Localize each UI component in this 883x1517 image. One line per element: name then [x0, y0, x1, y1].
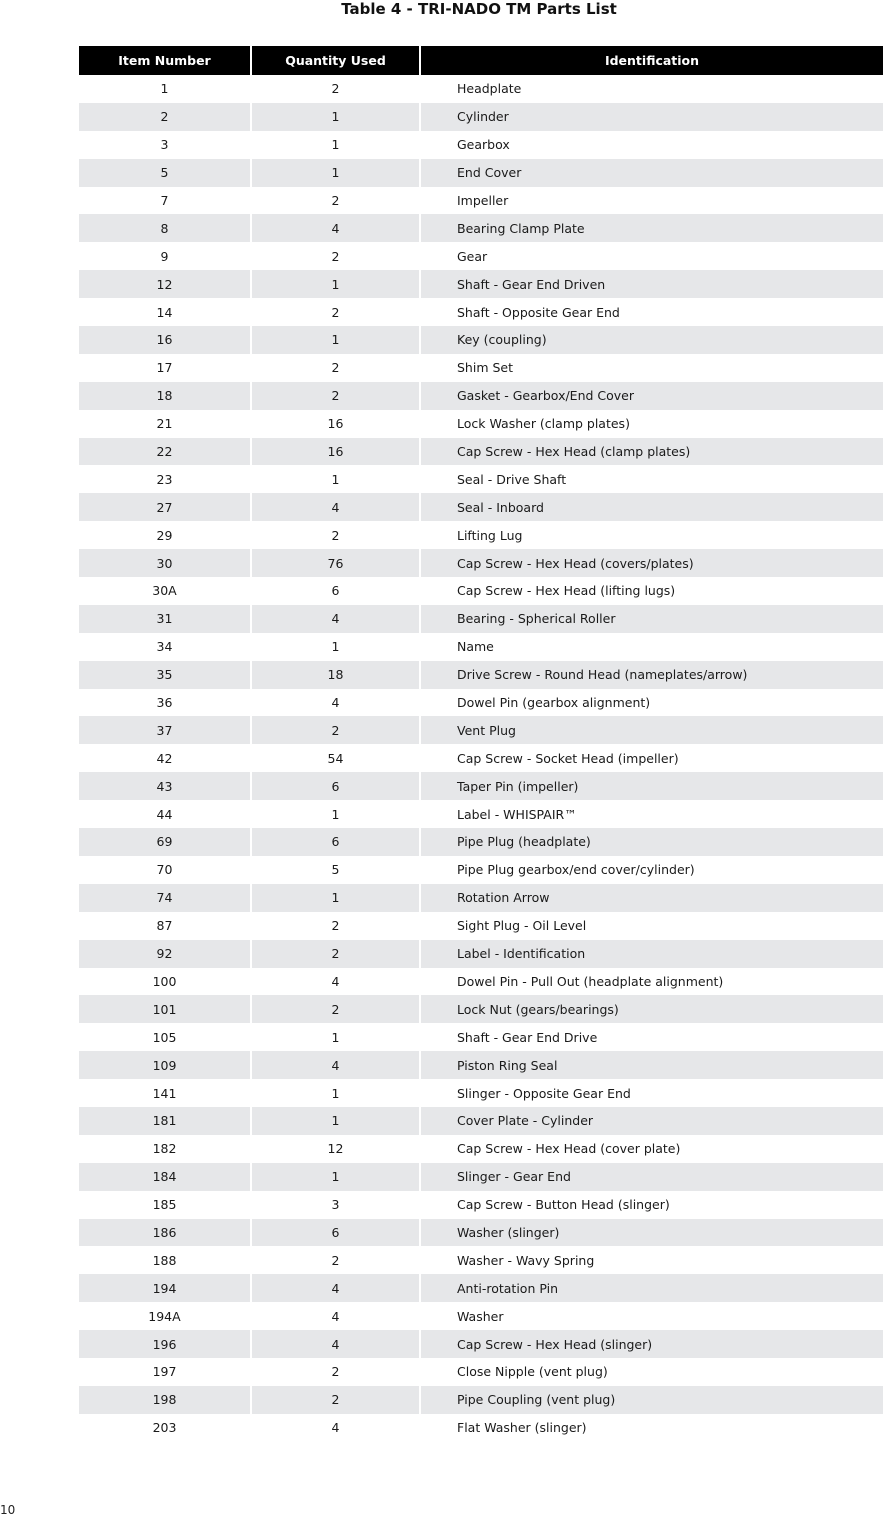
- cell-item-number: 18: [79, 382, 252, 410]
- page-number: 10: [0, 1503, 16, 1517]
- table-row: [79, 1191, 883, 1219]
- table-row: [79, 772, 883, 800]
- cell-quantity: 1: [252, 1079, 421, 1107]
- table-row: [79, 744, 883, 772]
- table-row: [79, 131, 883, 159]
- cell-quantity: 1: [252, 800, 421, 828]
- cell-item-number: 74: [79, 884, 252, 912]
- parts-list-table: [79, 46, 883, 1442]
- table-row: [79, 1107, 883, 1135]
- cell-quantity: 2: [252, 1246, 421, 1274]
- table-row: [79, 800, 883, 828]
- cell-quantity: 1: [252, 1023, 421, 1051]
- cell-quantity: 2: [252, 298, 421, 326]
- cell-quantity: 2: [252, 354, 421, 382]
- table-row: [79, 326, 883, 354]
- table-row: [79, 633, 883, 661]
- cell-identification: Cap Screw - Socket Head (impeller): [421, 744, 883, 772]
- cell-item-number: 42: [79, 744, 252, 772]
- table-row: [79, 549, 883, 577]
- cell-quantity: 2: [252, 242, 421, 270]
- table-row: [79, 1302, 883, 1330]
- cell-identification: Flat Washer (slinger): [421, 1414, 883, 1442]
- cell-identification: Key (coupling): [421, 326, 883, 354]
- table-row: [79, 605, 883, 633]
- cell-item-number: 194: [79, 1274, 252, 1302]
- cell-item-number: 1: [79, 75, 252, 103]
- table-row: [79, 1051, 883, 1079]
- cell-identification: Shaft - Opposite Gear End: [421, 298, 883, 326]
- cell-identification: Headplate: [421, 75, 883, 103]
- cell-item-number: 9: [79, 242, 252, 270]
- table-row: [79, 465, 883, 493]
- cell-identification: Seal - Drive Shaft: [421, 465, 883, 493]
- cell-quantity: 2: [252, 187, 421, 215]
- cell-identification: Slinger - Opposite Gear End: [421, 1079, 883, 1107]
- cell-identification: Cap Screw - Hex Head (slinger): [421, 1330, 883, 1358]
- cell-item-number: 44: [79, 800, 252, 828]
- cell-identification: Label - WHISPAIR™: [421, 800, 883, 828]
- cell-item-number: 3: [79, 131, 252, 159]
- cell-item-number: 29: [79, 521, 252, 549]
- cell-identification: Shaft - Gear End Driven: [421, 270, 883, 298]
- cell-quantity: 6: [252, 828, 421, 856]
- table-row: [79, 689, 883, 717]
- cell-quantity: 4: [252, 1274, 421, 1302]
- cell-item-number: 92: [79, 940, 252, 968]
- cell-identification: Sight Plug - Oil Level: [421, 912, 883, 940]
- table-row: [79, 103, 883, 131]
- cell-quantity: 2: [252, 1358, 421, 1386]
- header-identification: Identification: [421, 46, 883, 75]
- cell-item-number: 198: [79, 1386, 252, 1414]
- cell-quantity: 6: [252, 772, 421, 800]
- cell-item-number: 101: [79, 995, 252, 1023]
- cell-identification: Washer: [421, 1302, 883, 1330]
- cell-quantity: 6: [252, 577, 421, 605]
- cell-identification: Cap Screw - Hex Head (lifting lugs): [421, 577, 883, 605]
- cell-item-number: 196: [79, 1330, 252, 1358]
- cell-identification: Drive Screw - Round Head (nameplates/arrow): [421, 661, 883, 689]
- cell-quantity: 1: [252, 884, 421, 912]
- cell-item-number: 87: [79, 912, 252, 940]
- cell-item-number: 5: [79, 159, 252, 187]
- cell-identification: Pipe Plug (headplate): [421, 828, 883, 856]
- table-row: [79, 1246, 883, 1274]
- cell-identification: Cap Screw - Button Head (slinger): [421, 1191, 883, 1219]
- cell-item-number: 188: [79, 1246, 252, 1274]
- table-row: [79, 354, 883, 382]
- cell-quantity: 16: [252, 438, 421, 466]
- cell-quantity: 4: [252, 968, 421, 996]
- cell-identification: Slinger - Gear End: [421, 1163, 883, 1191]
- table-row: [79, 382, 883, 410]
- cell-quantity: 1: [252, 131, 421, 159]
- cell-identification: Vent Plug: [421, 716, 883, 744]
- cell-item-number: 184: [79, 1163, 252, 1191]
- cell-item-number: 16: [79, 326, 252, 354]
- table-row: [79, 438, 883, 466]
- table-row: [79, 75, 883, 103]
- cell-identification: Rotation Arrow: [421, 884, 883, 912]
- cell-quantity: 1: [252, 1163, 421, 1191]
- cell-quantity: 1: [252, 465, 421, 493]
- cell-quantity: 5: [252, 856, 421, 884]
- table-row: [79, 1163, 883, 1191]
- cell-item-number: 182: [79, 1135, 252, 1163]
- cell-identification: End Cover: [421, 159, 883, 187]
- cell-item-number: 197: [79, 1358, 252, 1386]
- cell-quantity: 4: [252, 493, 421, 521]
- cell-item-number: 2: [79, 103, 252, 131]
- cell-quantity: 4: [252, 214, 421, 242]
- header-item-number: Item Number: [79, 46, 252, 75]
- table-row: [79, 159, 883, 187]
- table-row: [79, 1386, 883, 1414]
- cell-identification: Close Nipple (vent plug): [421, 1358, 883, 1386]
- cell-quantity: 76: [252, 549, 421, 577]
- cell-identification: Cap Screw - Hex Head (clamp plates): [421, 438, 883, 466]
- cell-item-number: 43: [79, 772, 252, 800]
- table-row: [79, 1358, 883, 1386]
- cell-identification: Taper Pin (impeller): [421, 772, 883, 800]
- cell-identification: Shim Set: [421, 354, 883, 382]
- header-quantity-used: Quantity Used: [252, 46, 421, 75]
- cell-quantity: 6: [252, 1219, 421, 1247]
- page-title: Table 4 - TRI-NADO TM Parts List: [341, 0, 617, 18]
- cell-quantity: 3: [252, 1191, 421, 1219]
- table-row: [79, 577, 883, 605]
- cell-quantity: 4: [252, 689, 421, 717]
- cell-identification: Lock Washer (clamp plates): [421, 410, 883, 438]
- cell-quantity: 2: [252, 940, 421, 968]
- table-row: [79, 521, 883, 549]
- table-row: [79, 298, 883, 326]
- table-row: [79, 214, 883, 242]
- cell-item-number: 186: [79, 1219, 252, 1247]
- cell-item-number: 30: [79, 549, 252, 577]
- cell-identification: Seal - Inboard: [421, 493, 883, 521]
- table-row: [79, 1414, 883, 1442]
- table-row: [79, 410, 883, 438]
- cell-identification: Name: [421, 633, 883, 661]
- cell-quantity: 4: [252, 1051, 421, 1079]
- table-row: [79, 1219, 883, 1247]
- cell-identification: Piston Ring Seal: [421, 1051, 883, 1079]
- cell-quantity: 4: [252, 1414, 421, 1442]
- cell-quantity: 2: [252, 716, 421, 744]
- cell-identification: Pipe Plug gearbox/end cover/cylinder): [421, 856, 883, 884]
- cell-item-number: 105: [79, 1023, 252, 1051]
- table-row: [79, 995, 883, 1023]
- cell-quantity: 2: [252, 912, 421, 940]
- cell-quantity: 2: [252, 382, 421, 410]
- cell-item-number: 109: [79, 1051, 252, 1079]
- cell-item-number: 7: [79, 187, 252, 215]
- cell-identification: Dowel Pin - Pull Out (headplate alignment): [421, 968, 883, 996]
- cell-identification: Bearing Clamp Plate: [421, 214, 883, 242]
- cell-quantity: 1: [252, 1107, 421, 1135]
- cell-identification: Pipe Coupling (vent plug): [421, 1386, 883, 1414]
- cell-identification: Label - Identification: [421, 940, 883, 968]
- table-row: [79, 270, 883, 298]
- cell-identification: Cylinder: [421, 103, 883, 131]
- cell-item-number: 203: [79, 1414, 252, 1442]
- table-row: [79, 1330, 883, 1358]
- cell-identification: Lifting Lug: [421, 521, 883, 549]
- cell-item-number: 36: [79, 689, 252, 717]
- cell-item-number: 35: [79, 661, 252, 689]
- cell-identification: Gearbox: [421, 131, 883, 159]
- cell-identification: Anti-rotation Pin: [421, 1274, 883, 1302]
- cell-identification: Dowel Pin (gearbox alignment): [421, 689, 883, 717]
- table-row: [79, 912, 883, 940]
- table-row: [79, 828, 883, 856]
- cell-identification: Impeller: [421, 187, 883, 215]
- cell-identification: Shaft - Gear End Drive: [421, 1023, 883, 1051]
- table-row: [79, 1079, 883, 1107]
- cell-quantity: 1: [252, 633, 421, 661]
- table-row: [79, 187, 883, 215]
- cell-item-number: 141: [79, 1079, 252, 1107]
- table-row: [79, 1274, 883, 1302]
- table-row: [79, 940, 883, 968]
- cell-quantity: 1: [252, 270, 421, 298]
- cell-item-number: 27: [79, 493, 252, 521]
- cell-item-number: 21: [79, 410, 252, 438]
- cell-quantity: 2: [252, 995, 421, 1023]
- cell-quantity: 1: [252, 103, 421, 131]
- cell-identification: Cover Plate - Cylinder: [421, 1107, 883, 1135]
- cell-identification: Washer - Wavy Spring: [421, 1246, 883, 1274]
- table-header-row: [79, 46, 883, 75]
- cell-item-number: 34: [79, 633, 252, 661]
- cell-quantity: 1: [252, 326, 421, 354]
- cell-item-number: 37: [79, 716, 252, 744]
- cell-quantity: 54: [252, 744, 421, 772]
- cell-item-number: 185: [79, 1191, 252, 1219]
- cell-quantity: 2: [252, 75, 421, 103]
- cell-identification: Cap Screw - Hex Head (covers/plates): [421, 549, 883, 577]
- cell-item-number: 100: [79, 968, 252, 996]
- table-body: [79, 75, 883, 1442]
- cell-identification: Bearing - Spherical Roller: [421, 605, 883, 633]
- table-row: [79, 856, 883, 884]
- cell-quantity: 4: [252, 605, 421, 633]
- cell-item-number: 69: [79, 828, 252, 856]
- cell-identification: Lock Nut (gears/bearings): [421, 995, 883, 1023]
- cell-quantity: 18: [252, 661, 421, 689]
- table-row: [79, 968, 883, 996]
- cell-quantity: 2: [252, 1386, 421, 1414]
- cell-quantity: 1: [252, 159, 421, 187]
- cell-quantity: 2: [252, 521, 421, 549]
- table-row: [79, 242, 883, 270]
- cell-identification: Cap Screw - Hex Head (cover plate): [421, 1135, 883, 1163]
- cell-item-number: 194A: [79, 1302, 252, 1330]
- cell-item-number: 12: [79, 270, 252, 298]
- cell-item-number: 23: [79, 465, 252, 493]
- cell-identification: Gear: [421, 242, 883, 270]
- cell-item-number: 17: [79, 354, 252, 382]
- cell-item-number: 31: [79, 605, 252, 633]
- cell-item-number: 181: [79, 1107, 252, 1135]
- cell-identification: Gasket - Gearbox/End Cover: [421, 382, 883, 410]
- table-row: [79, 1135, 883, 1163]
- cell-item-number: 14: [79, 298, 252, 326]
- cell-item-number: 22: [79, 438, 252, 466]
- cell-quantity: 4: [252, 1330, 421, 1358]
- table-row: [79, 493, 883, 521]
- cell-item-number: 8: [79, 214, 252, 242]
- table-row: [79, 716, 883, 744]
- cell-quantity: 12: [252, 1135, 421, 1163]
- cell-quantity: 16: [252, 410, 421, 438]
- cell-identification: Washer (slinger): [421, 1219, 883, 1247]
- table-row: [79, 1023, 883, 1051]
- cell-item-number: 30A: [79, 577, 252, 605]
- table-row: [79, 884, 883, 912]
- cell-quantity: 4: [252, 1302, 421, 1330]
- table-row: [79, 661, 883, 689]
- cell-item-number: 70: [79, 856, 252, 884]
